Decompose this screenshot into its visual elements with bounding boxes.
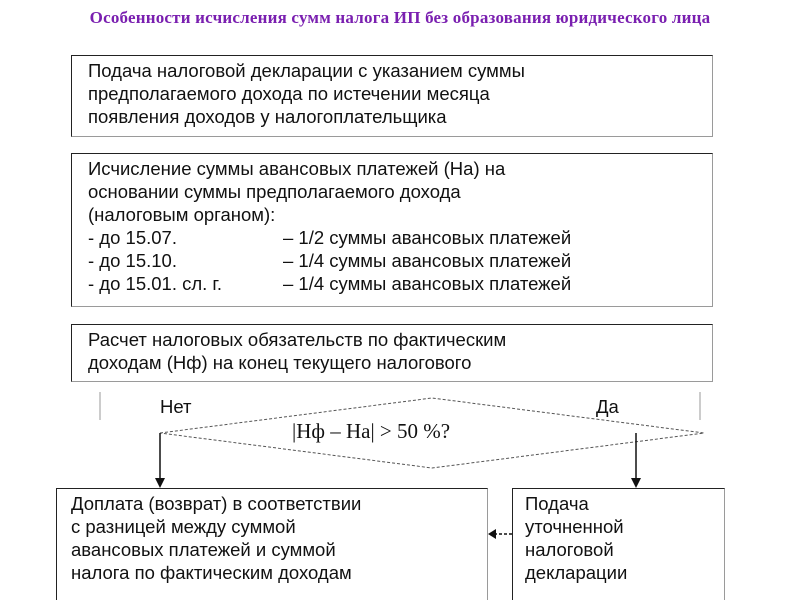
schedule-row [88,272,712,295]
revised-line-4: декларации [525,562,628,583]
schedule-row [88,226,712,249]
schedule-share: – 1/4 суммы авансовых платежей [283,250,572,271]
schedule-date: - до 15.01. сл. г. [88,273,223,294]
schedule-share: – 1/4 суммы авансовых платежей [283,273,572,294]
obligation-line-2: доходам (Нф) на конец текущего налогового [88,352,472,373]
yes-label: Да [596,396,619,417]
schedule-date: - до 15.07. [88,227,177,248]
adjustment-line-4: налога по фактическим доходам [71,562,352,583]
revised-line-3: налоговой [525,539,614,560]
declaration-line-1: Подача налоговой декларации с указанием суммы [88,60,525,81]
no-label: Нет [160,396,192,417]
revised-line-2: уточненной [525,516,624,537]
adjustment-line-1: Доплата (возврат) в соответствии [71,493,362,514]
schedule-share: – 1/2 суммы авансовых платежей [283,227,572,248]
advance-intro-3: (налоговым органом): [88,204,276,225]
advance-intro-2: основании суммы предполагаемого дохода [88,181,461,202]
obligation-line-1: Расчет налоговых обязательств по фактическим [88,329,507,350]
payment-adjustment-box [56,488,488,600]
yes-to-no-arrowhead [488,529,496,539]
schedule-date: - до 15.10. [88,250,177,271]
declaration-line-3: появления доходов у налогоплательщика [88,106,447,127]
page-title: Особенности исчисления сумм налога ИП без образования юридического лица [89,8,711,27]
revised-declaration-box [512,488,725,600]
declaration-line-2: предполагаемого дохода по истечении месяца [88,83,490,104]
advance-intro-1: Исчисление суммы авансовых платежей (На) на [88,158,506,179]
tax-obligation-box [71,324,713,382]
schedule-row [88,249,712,272]
yes-branch-arrowhead [631,478,641,488]
advance-payments-box [71,153,713,307]
declaration-box [71,55,713,137]
decision-condition: |Нф – На| > 50 %? [292,419,451,443]
adjustment-line-2: с разницей между суммой [71,516,296,537]
no-branch-arrowhead [155,478,165,488]
adjustment-line-3: авансовых платежей и суммой [71,539,336,560]
revised-line-1: Подача [525,493,589,514]
